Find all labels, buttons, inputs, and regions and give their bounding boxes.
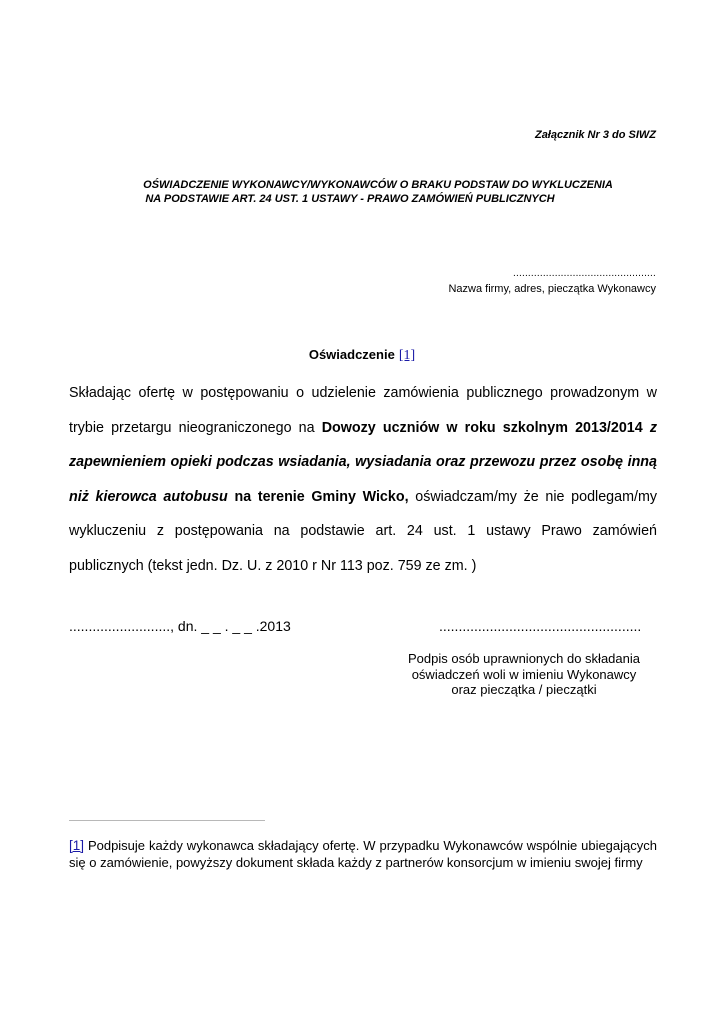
signature-caption-line-2: oświadczeń woli w imieniu Wykonawcy xyxy=(411,666,637,682)
statement-bold-location: na terenie Gminy Wicko, xyxy=(234,488,409,505)
footnote-reference-link[interactable]: [1] xyxy=(398,348,416,363)
signature-caption xyxy=(384,651,664,698)
statement-heading xyxy=(0,347,724,364)
signature-dots-line: .................................................... xyxy=(439,618,642,634)
statement-body xyxy=(69,376,657,584)
place-date-line: .........................., dn. _ _ . _ _ .2013 xyxy=(69,618,291,634)
signature-caption-line-1: Podpis osób uprawnionych do składania xyxy=(408,651,640,666)
footnote-text: Podpisuje każdy wykonawca składający ofertę. W przypadku Wykonawców wspólnie ubiegających się o zamówienie, powyższy dokument składa każdy z partnerów konsorcjum w imieniu swojej firmy xyxy=(69,838,657,870)
title-line-1: OŚWIADCZENIE WYKONAWCY/WYKONAWCÓW O BRAKU PODSTAW DO WYKLUCZENIA xyxy=(143,179,613,191)
statement-heading-text: Oświadczenie xyxy=(308,347,395,362)
company-label: Nazwa firmy, adres, pieczątka Wykonawcy xyxy=(448,283,656,295)
footnote-separator xyxy=(69,820,265,821)
attachment-label: Załącznik Nr 3 do SIWZ xyxy=(534,129,656,141)
statement-bold-italic: z zapewnieniem opieki podczas wsiadania, wysiadania oraz przewozu przez osobę inną niż kierowca autobusu xyxy=(69,419,657,505)
statement-text-end: oświadczam/my że nie podlegam/my wykluczeniu z postępowania na podstawie art. 24 ust. 1 ustawy Prawo zamówień publicznych (tekst jedn. Dz. U. z 2010 r Nr 113 poz. 759 ze zm. ) xyxy=(69,488,658,574)
company-dots-line: ................................................ xyxy=(513,268,656,279)
signature-caption-line-3: oraz pieczątka / pieczątki xyxy=(451,682,597,697)
title-line-2: NA PODSTAWIE ART. 24 UST. 1 USTAWY - PRAWO ZAMÓWIEŃ PUBLICZNYCH xyxy=(145,193,555,205)
footnote xyxy=(69,837,657,871)
footnote-marker-link[interactable]: [1] xyxy=(69,838,85,853)
statement-bold-title: Dowozy uczniów w roku szkolnym 2013/2014 xyxy=(321,419,643,436)
statement-text-start: Składając ofertę w postępowaniu o udzielenie zamówienia publicznego prowadzonym w trybie przetargu nieograniczonego na xyxy=(69,385,657,436)
document-title xyxy=(0,178,724,206)
